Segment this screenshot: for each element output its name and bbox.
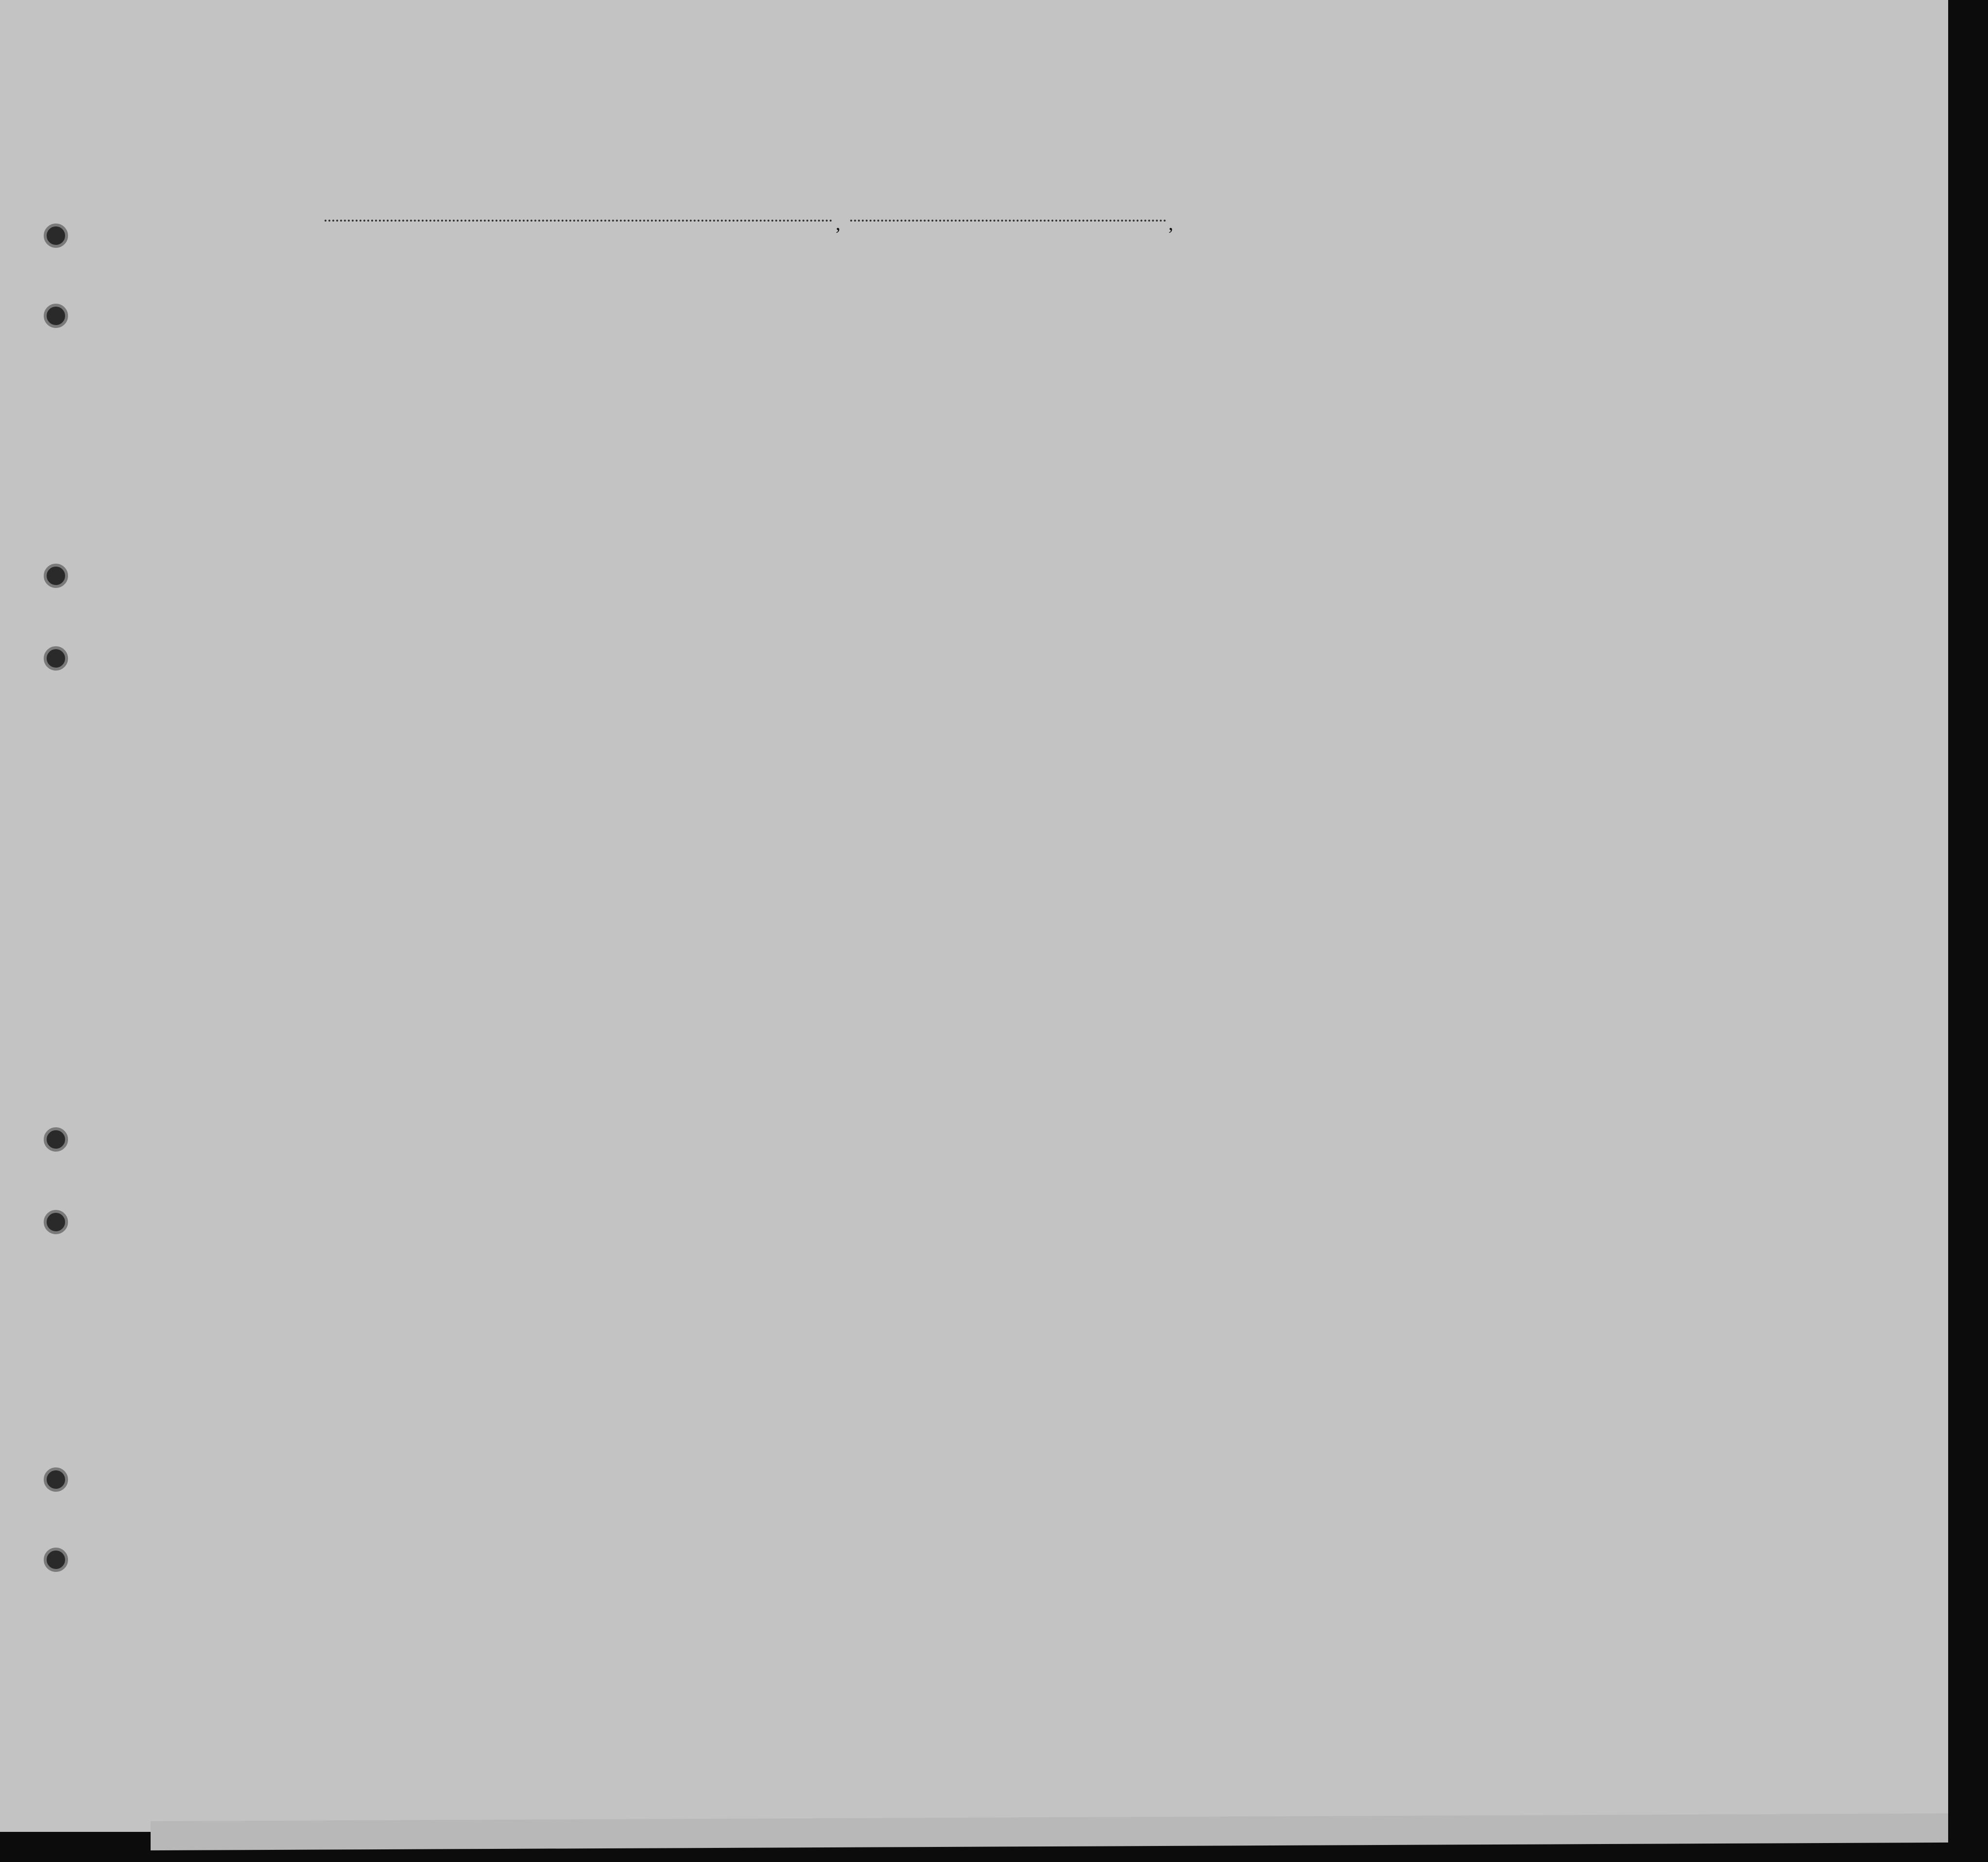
comma: , [1168, 212, 1173, 234]
col-q28 [1351, 287, 1394, 418]
col-purpose-length [1166, 294, 1190, 425]
col-q29 [1399, 287, 1436, 418]
comma: , [836, 212, 840, 234]
col-prison [1262, 287, 1292, 418]
col-q30 [1440, 287, 1470, 418]
col-purpose-citizen [1229, 294, 1253, 425]
col-purpose-return [1113, 294, 1142, 425]
